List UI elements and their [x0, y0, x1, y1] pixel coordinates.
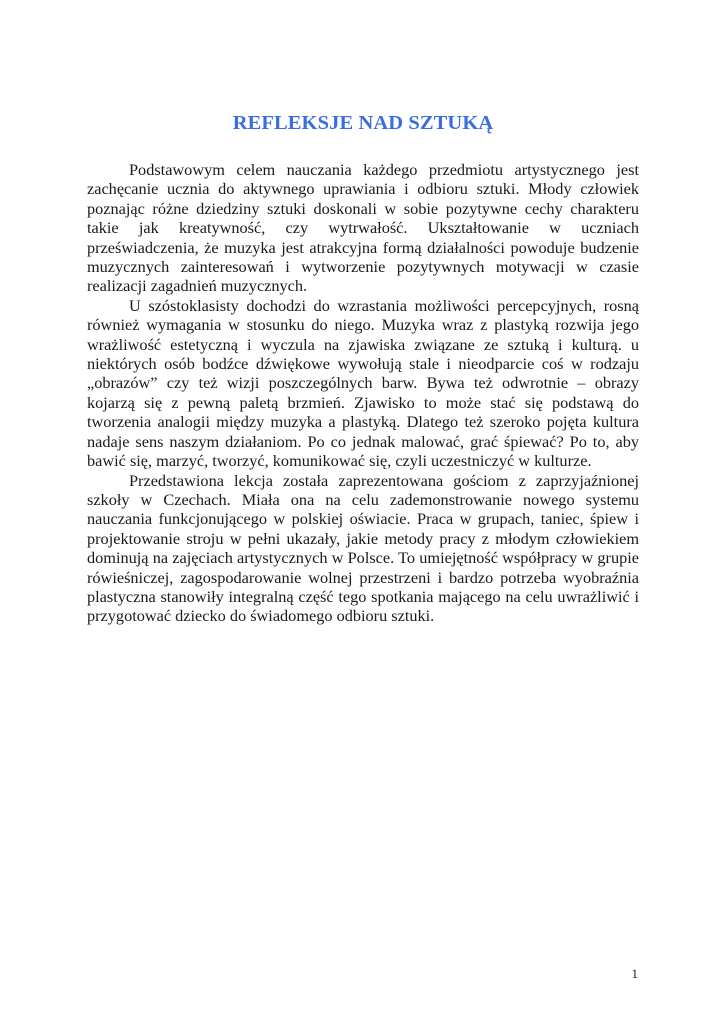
document-title: REFLEKSJE NAD SZTUKĄ [232, 112, 494, 134]
paragraph-3: Przedstawiona lekcja została zaprezentowana gościom z zaprzyjaźnionej szkoły w Czechach. Miała ona na celu zademonstrowanie nowego systemu nauczania funkcjonującego w polskiej oświacie. Praca w grupach, taniec, śpiew i projektowanie stroju w pełni ukazały, jakie metody pracy z młodym człowiekiem dominują na zajęciach artystycznych w Polsce. To umiejętność współpracy w grupie rówieśniczej, zagospodarowanie wolnej przestrzeni i bardzo potrzeba wyobraźnia plastyczna stanowiły integralną część tego spotkania mającego na celu uwrażliwić i przygotować dziecko do świadomego odbioru sztuki. [87, 470, 639, 626]
document-page [87, 112, 639, 626]
paragraph-1: Podstawowym celem nauczania każdego przedmiotu artystycznego jest zachęcanie ucznia do aktywnego uprawiania i odbioru sztuki. Młody człowiek poznając różne dziedziny sztuki doskonali w sobie pozytywne cechy charakteru takie jak kreatywność, czy wytrwałość. Ukształtowanie w uczniach przeświadczenia, że muzyka jest atrakcyjna formą działalności powoduje budzenie muzycznych zainteresowań i wytworzenie pozytywnych motywacji w czasie realizacji zagadnień muzycznych. [87, 160, 639, 296]
page-number: 1 [631, 966, 638, 981]
paragraph-2: U szóstoklasisty dochodzi do wzrastania możliwości percepcyjnych, rosną również wymagania w stosunku do niego. Muzyka wraz z plastyką rozwija jego wrażliwość estetyczną i wyczula na zjawiska związane ze sztuką i kulturą. u niektórych osób bodźce dźwiękowe wywołują stale i nieodparcie coś w rodzaju „obrazów” czy też wizji poszczególnych barw. Bywa też odwrotnie – obrazy kojarzą się z pewną paletą brzmień. Zjawisko to może stać się podstawą do tworzenia analogii między muzyka a plastyką. Dlatego też szeroko pojęta kultura nadaje sens naszym działaniom. Po co jednak malować, grać śpiewać? Po to, aby bawić się, marzyć, tworzyć, komunikować się, czyli uczestniczyć w kulturze. [87, 295, 639, 471]
